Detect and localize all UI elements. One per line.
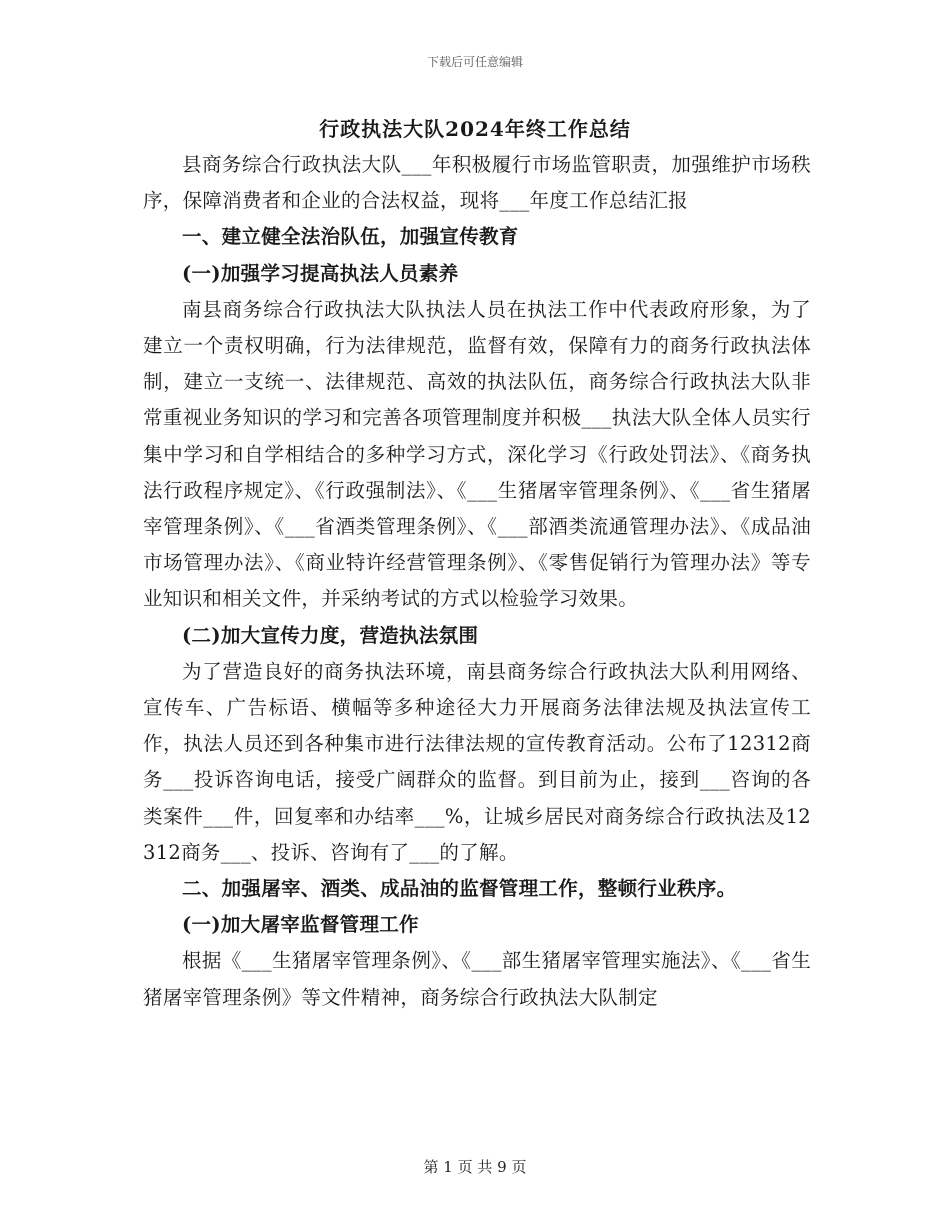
paragraph-slaughter: 根据《___生猪屠宰管理条例》、《___部生猪屠宰管理实施法》、《___省生猪屠宰管理条例》等文件精神，商务综合行政执法大队制定 xyxy=(143,949,811,1009)
document-body xyxy=(143,147,811,1016)
subsection-heading-1-1: (一)加强学习提高执法人员素养 xyxy=(182,261,459,285)
paragraph-publicity: 为了营造良好的商务执法环境，南县商务综合行政执法大队利用网络、宣传车、广告标语、横幅等多种途径大力开展商务法律法规及执法宣传工作，执法人员还到各种集市进行法律法规的宣传教育活动。公布了12312商务___投诉咨询电话，接受广阔群众的监督。到目前为止，接到___咨询的各类案件___件，回复率和办结率___%，让城乡居民对商务综合行政执法及12312商务___、投诉、咨询有了___的了解。 xyxy=(143,659,811,864)
section-heading-2: 二、加强屠宰、酒类、成品油的监督管理工作，整顿行业秩序。 xyxy=(182,877,737,901)
subsection-heading-2-1: (一)加大屠宰监督管理工作 xyxy=(182,913,419,937)
section-heading-1: 一、建立健全法治队伍，加强宣传教育 xyxy=(182,225,519,249)
paragraph-intro: 县商务综合行政执法大队___年积极履行市场监管职责，加强维护市场秩序，保障消费者和企业的合法权益，现将___年度工作总结汇报 xyxy=(143,153,811,213)
document-title: 行政执法大队2024年终工作总结 xyxy=(319,117,631,141)
subsection-heading-1-2: (二)加大宣传力度，营造执法氛围 xyxy=(182,623,479,647)
paragraph-study: 南县商务综合行政执法大队执法人员在执法工作中代表政府形象，为了建立一个责权明确，行为法律规范，监督有效，保障有力的商务行政执法体制，建立一支统一、法律规范、高效的执法队伍，商务综合行政执法大队非常重视业务知识的学习和完善各项管理制度并积极___执法大队全体人员实行集中学习和自学相结合的多种学习方式，深化学习《行政处罚法》、《商务执法行政程序规定》、《行政强制法》、《___生猪屠宰管理条例》、《___省生猪屠宰管理条例》、《___省酒类管理条例》、《___部酒类流通管理办法》、《成品油市场管理办法》、《商业特许经营管理条例》、《零售促销行为管理办法》等专业知识和相关文件，并采纳考试的方式以检验学习效果。 xyxy=(143,297,811,611)
header-note: 下载后可任意编辑 xyxy=(426,55,523,69)
page-footer: 第 1 页 共 9 页 xyxy=(423,1158,527,1176)
